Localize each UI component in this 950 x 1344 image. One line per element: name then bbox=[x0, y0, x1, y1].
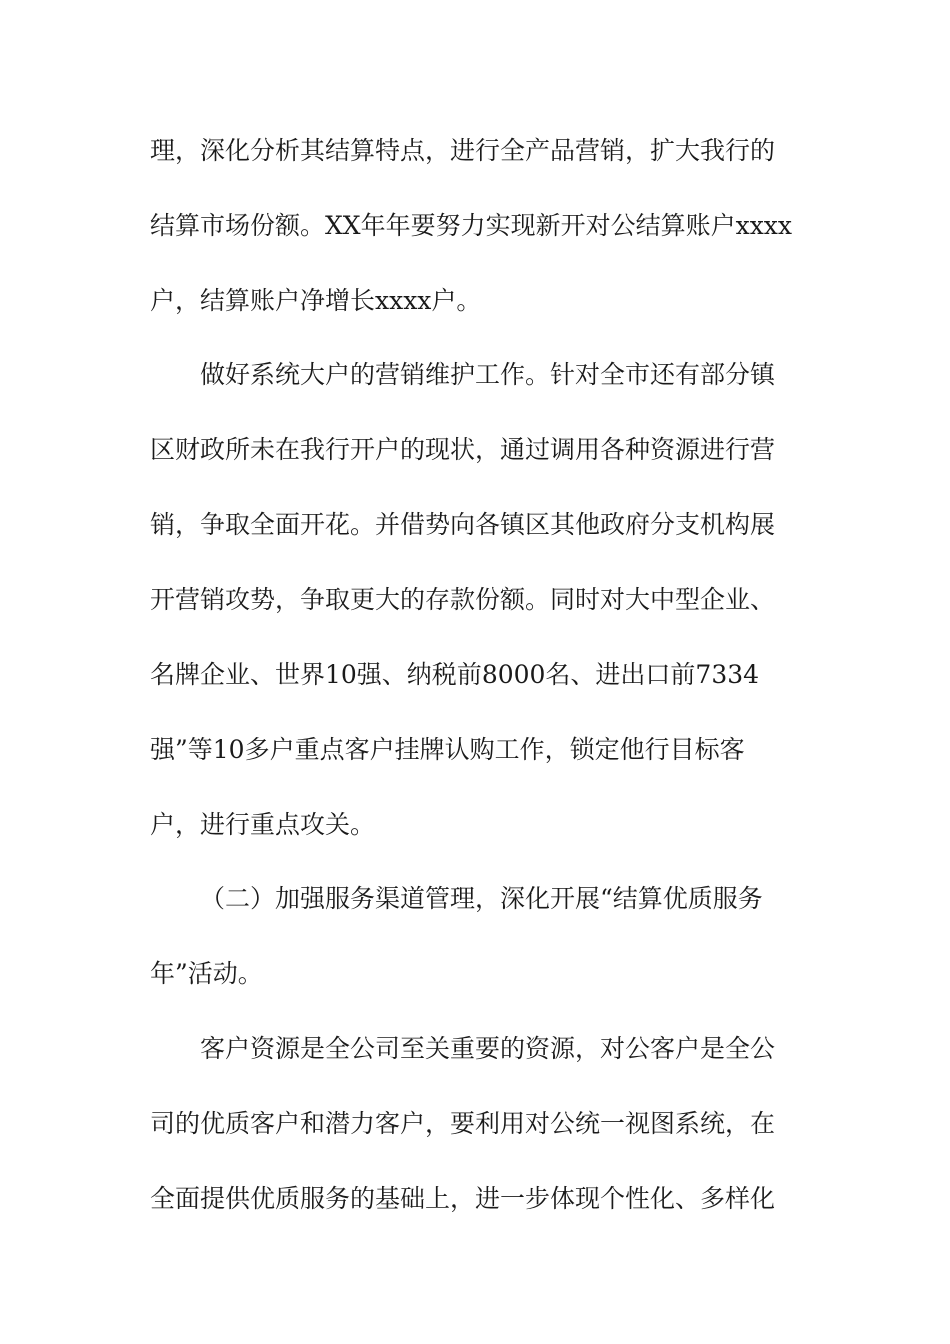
paragraph-start-line: 做好系统大户的营销维护工作。针对全市还有部分镇 bbox=[200, 360, 776, 389]
paragraph-start-line-2: 客户资源是全公司至关重要的资源，对公客户是全公 bbox=[200, 1034, 776, 1063]
section-heading-line: （二）加强服务渠道管理，深化开展“结算优质服务 bbox=[200, 884, 763, 913]
text-line-6: 销，争取全面开花。并借势向各镇区其他政府分支机构展 bbox=[150, 510, 776, 539]
text-line-2: 结算市场份额。XX年年要努力实现新开对公结算账户xxxx bbox=[150, 211, 792, 240]
text-line-7: 开营销攻势，争取更大的存款份额。同时对大中型企业、 bbox=[150, 585, 776, 614]
text-line-3: 户，结算账户净增长xxxx户。 bbox=[150, 286, 482, 315]
section-heading-line-2: 年”活动。 bbox=[150, 959, 263, 988]
text-line-5: 区财政所未在我行开户的现状，通过调用各种资源进行营 bbox=[150, 435, 776, 464]
text-line-8: 名牌企业、世界10强、纳税前8000名、进出口前7334 bbox=[150, 660, 760, 689]
text-line-14: 司的优质客户和潜力客户，要利用对公统一视图系统，在 bbox=[150, 1109, 776, 1138]
text-line-9: 强”等10多户重点客户挂牌认购工作，锁定他行目标客 bbox=[150, 735, 745, 764]
text-line-1: 理，深化分析其结算特点，进行全产品营销，扩大我行的 bbox=[150, 136, 776, 165]
text-line-10: 户，进行重点攻关。 bbox=[150, 810, 376, 839]
text-line-15: 全面提供优质服务的基础上，进一步体现个性化、多样化 bbox=[150, 1184, 776, 1213]
